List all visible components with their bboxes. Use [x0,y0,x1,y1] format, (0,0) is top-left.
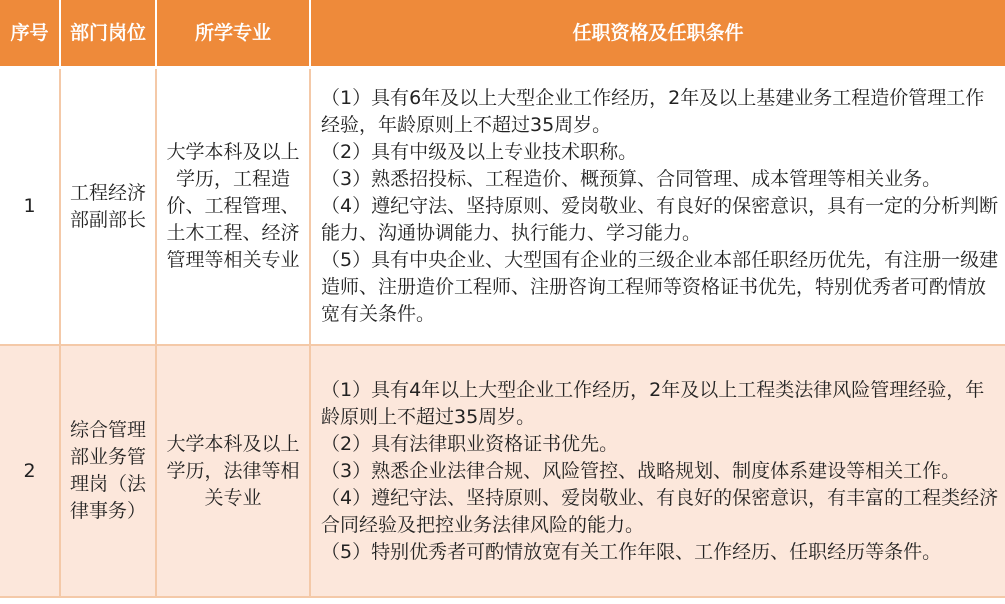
row-no: 1 [0,68,60,346]
requirement-item: （1）具有6年及以上大型企业工作经历，2年及以上基建业务工程造价管理工作经验，年龄原则上不超过35周岁。 [321,87,985,136]
row-position: 综合管理部业务管理岗（法律事务） [60,345,156,597]
requirement-item: （2）具有法律职业资格证书优先。 [321,432,619,455]
header-major: 所学专业 [156,0,310,68]
requirement-item: （5）具有中央企业、大型国有企业的三级企业本部任职经历优先，有注册一级建造师、注册造价工程师、注册咨询工程师等资格证书优先，特别优秀者可酌情放宽有关条件。 [321,249,999,325]
requirement-item: （3）熟悉招投标、工程造价、概预算、合同管理、成本管理等相关业务。 [321,168,942,190]
header-no: 序号 [0,0,60,68]
header-position: 部门岗位 [60,0,156,68]
table-row [0,68,1005,346]
requirement-item: （2）具有中级及以上专业技术职称。 [321,141,638,163]
header-requirements: 任职资格及任职条件 [310,0,1005,68]
requirement-item: （4）遵纪守法、坚持原则、爱岗敬业、有良好的保密意识，具有一定的分析判断能力、沟通协调能力、执行能力、学习能力。 [321,195,999,244]
row-requirements [310,68,1005,346]
row-no: 2 [0,345,60,597]
row-requirements [310,345,1005,597]
requirement-item: （4）遵纪守法、坚持原则、爱岗敬业、有良好的保密意识，有丰富的工程类经济合同经验及把控业务法律风险的能力。 [321,486,999,536]
row-major: 大学本科及以上学历，法律等相关专业 [156,345,310,597]
requirement-item: （5）特别优秀者可酌情放宽有关工作年限、工作经历、任职经历等条件。 [321,540,942,563]
row-position: 工程经济部副部长 [60,68,156,346]
requirement-item: （3）熟悉企业法律合规、风险管控、战略规划、制度体系建设等相关工作。 [321,459,961,482]
table-row [0,345,1005,597]
requirement-item: （1）具有4年以上大型企业工作经历，2年及以上工程类法律风险管理经验，年龄原则上不超过35周岁。 [321,378,985,428]
row-major: 大学本科及以上学历，工程造价、工程管理、土木工程、经济管理等相关专业 [156,68,310,346]
table-header-row [0,0,1005,68]
